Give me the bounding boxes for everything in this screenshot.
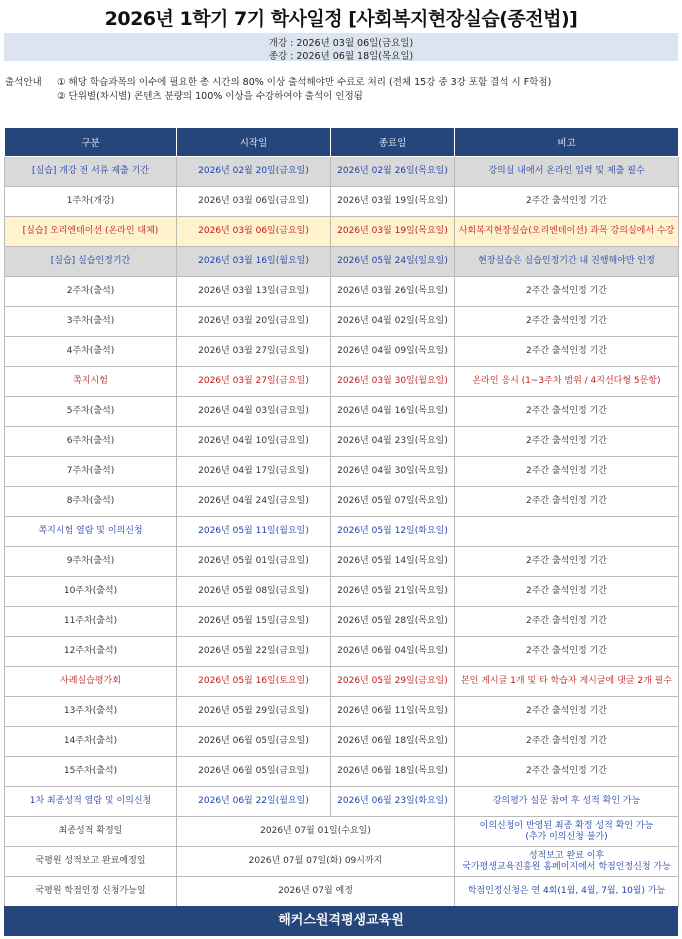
attendance-rule-2: ② 단위별(차시별) 콘텐츠 분량의 100% 이상을 수강하여야 출석이 인정됨 xyxy=(57,91,363,102)
row-end-date: 2026년 06월 18일(목요일) xyxy=(331,727,455,757)
row-start-date: 2026년 05월 22일(금요일) xyxy=(177,637,331,667)
row-note: 온라인 응시 (1~3주차 범위 / 4지선다형 5문항) xyxy=(455,367,679,397)
row-category: 1주차(개강) xyxy=(5,187,177,217)
row-note: 2주간 출석인정 기간 xyxy=(455,487,679,517)
schedule-row xyxy=(5,217,679,247)
row-note: 2주간 출석인정 기간 xyxy=(455,277,679,307)
row-category: 15주차(출석) xyxy=(5,757,177,787)
row-category: 2주차(출석) xyxy=(5,277,177,307)
schedule-row xyxy=(5,247,679,277)
row-start-date: 2026년 05월 15일(금요일) xyxy=(177,607,331,637)
row-note xyxy=(455,517,679,547)
row-note: 2주간 출석인정 기간 xyxy=(455,307,679,337)
row-category: 7주차(출석) xyxy=(5,457,177,487)
row-date-range: 2026년 07월 예정 xyxy=(177,877,455,907)
institution-footer: 해커스원격평생교육원 xyxy=(4,906,678,936)
row-end-date: 2026년 04월 09일(목요일) xyxy=(331,337,455,367)
header-category: 구분 xyxy=(5,128,177,157)
row-end-date: 2026년 06월 23일(화요일) xyxy=(331,787,455,817)
row-category: 11주차(출석) xyxy=(5,607,177,637)
row-note: 강의평가 설문 참여 후 성적 확인 가능 xyxy=(455,787,679,817)
row-category: 13주차(출석) xyxy=(5,697,177,727)
term-close-date: 종강 : 2026년 06월 18일(목요일) xyxy=(268,51,414,62)
row-category: 5주차(출석) xyxy=(5,397,177,427)
row-category: 10주차(출석) xyxy=(5,577,177,607)
schedule-row xyxy=(5,487,679,517)
row-end-date: 2026년 05월 14일(목요일) xyxy=(331,547,455,577)
row-start-date: 2026년 03월 27일(금요일) xyxy=(177,367,331,397)
attendance-rule-1: ① 해당 학습과목의 이수에 필요한 총 시간의 80% 이상 출석해야만 수료로 처리 (전체 15강 중 3강 포함 결석 시 F학점) xyxy=(57,77,552,88)
schedule-body xyxy=(5,157,679,907)
row-category: 14주차(출석) xyxy=(5,727,177,757)
schedule-row xyxy=(5,397,679,427)
row-start-date: 2026년 03월 20일(금요일) xyxy=(177,307,331,337)
schedule-row xyxy=(5,427,679,457)
row-start-date: 2026년 06월 05일(금요일) xyxy=(177,757,331,787)
row-note: 강의실 내에서 온라인 입력 및 제출 필수 xyxy=(455,157,679,187)
row-note xyxy=(455,817,679,847)
schedule-merged-row xyxy=(5,847,679,877)
row-note: 2주간 출석인정 기간 xyxy=(455,637,679,667)
term-dates-band xyxy=(4,33,678,61)
row-start-date: 2026년 05월 29일(금요일) xyxy=(177,697,331,727)
row-note: 현장실습은 실습인정기간 내 진행해야만 인정 xyxy=(455,247,679,277)
row-start-date: 2026년 02월 20일(금요일) xyxy=(177,157,331,187)
row-note: 2주간 출석인정 기간 xyxy=(455,187,679,217)
schedule-row xyxy=(5,277,679,307)
row-start-date: 2026년 03월 27일(금요일) xyxy=(177,337,331,367)
row-category: 3주차(출석) xyxy=(5,307,177,337)
row-start-date: 2026년 03월 06일(금요일) xyxy=(177,217,331,247)
row-start-date: 2026년 04월 24일(금요일) xyxy=(177,487,331,517)
schedule-row xyxy=(5,367,679,397)
row-category: 8주차(출석) xyxy=(5,487,177,517)
row-note: 2주간 출석인정 기간 xyxy=(455,547,679,577)
schedule-row xyxy=(5,457,679,487)
row-end-date: 2026년 04월 30일(목요일) xyxy=(331,457,455,487)
term-open-date: 개강 : 2026년 03월 06일(금요일) xyxy=(268,38,414,49)
row-start-date: 2026년 05월 16일(토요일) xyxy=(177,667,331,697)
schedule-row xyxy=(5,667,679,697)
row-note-line: (추가 이의신청 불가) xyxy=(525,831,608,842)
schedule-row xyxy=(5,547,679,577)
schedule-row xyxy=(5,697,679,727)
row-end-date: 2026년 02월 26일(목요일) xyxy=(331,157,455,187)
row-end-date: 2026년 05월 21일(목요일) xyxy=(331,577,455,607)
header-start-date: 시작일 xyxy=(177,128,331,157)
row-category: 쪽지시험 xyxy=(5,367,177,397)
row-start-date: 2026년 03월 13일(금요일) xyxy=(177,277,331,307)
schedule-row xyxy=(5,307,679,337)
row-start-date: 2026년 03월 16일(월요일) xyxy=(177,247,331,277)
row-category: 12주차(출석) xyxy=(5,637,177,667)
row-category: 6주차(출석) xyxy=(5,427,177,457)
schedule-row xyxy=(5,607,679,637)
row-category: 쪽지시험 열람 및 이의신청 xyxy=(5,517,177,547)
row-category: [실습] 개강 전 서류 제출 기간 xyxy=(5,157,177,187)
row-category: 4주차(출석) xyxy=(5,337,177,367)
row-category: [실습] 오리엔테이션 (온라인 대체) xyxy=(5,217,177,247)
row-end-date: 2026년 05월 12일(화요일) xyxy=(331,517,455,547)
row-end-date: 2026년 03월 19일(목요일) xyxy=(331,217,455,247)
page-title: 2026년 1학기 7기 학사일정 [사회복지현장실습(종전법)] xyxy=(104,8,578,30)
row-note: 2주간 출석인정 기간 xyxy=(455,727,679,757)
schedule-row xyxy=(5,727,679,757)
schedule-row xyxy=(5,187,679,217)
row-date-range: 2026년 07월 01일(수요일) xyxy=(177,817,455,847)
schedule-row xyxy=(5,577,679,607)
schedule-table xyxy=(4,128,679,907)
row-end-date: 2026년 05월 07일(목요일) xyxy=(331,487,455,517)
schedule-row xyxy=(5,757,679,787)
row-note: 2주간 출석인정 기간 xyxy=(455,457,679,487)
header-end-date: 종료일 xyxy=(331,128,455,157)
row-note: 2주간 출석인정 기간 xyxy=(455,607,679,637)
row-note-line: 학점인정신청은 연 4회(1월, 4월, 7월, 10월) 가능 xyxy=(467,886,666,896)
row-end-date: 2026년 06월 18일(목요일) xyxy=(331,757,455,787)
row-note: 2주간 출석인정 기간 xyxy=(455,697,679,727)
row-note xyxy=(455,877,679,907)
row-end-date: 2026년 04월 16일(목요일) xyxy=(331,397,455,427)
row-category: 9주차(출석) xyxy=(5,547,177,577)
header-note: 비고 xyxy=(455,128,679,157)
row-note-line: 국가평생교육진흥원 홈페이지에서 학점인정신청 가능 xyxy=(462,861,671,872)
row-start-date: 2026년 06월 22일(월요일) xyxy=(177,787,331,817)
row-note-line: 성적보고 완료 이후 xyxy=(528,850,605,861)
schedule-row xyxy=(5,787,679,817)
row-note: 2주간 출석인정 기간 xyxy=(455,397,679,427)
schedule-row xyxy=(5,637,679,667)
row-end-date: 2026년 06월 04일(목요일) xyxy=(331,637,455,667)
row-category: 국평원 성적보고 완료예정일 xyxy=(5,847,177,877)
row-note: 2주간 출석인정 기간 xyxy=(455,427,679,457)
row-note: 본인 게시글 1개 및 타 학습자 게시글에 댓글 2개 필수 xyxy=(455,667,679,697)
row-category: 1차 최종성적 열람 및 이의신청 xyxy=(5,787,177,817)
row-start-date: 2026년 04월 17일(금요일) xyxy=(177,457,331,487)
row-note-line: 이의신청이 반영된 최종 확정 성적 확인 가능 xyxy=(479,820,654,831)
row-note: 사회복지현장실습(오리엔테이션) 과목 강의실에서 수강 xyxy=(455,217,679,247)
row-note: 2주간 출석인정 기간 xyxy=(455,337,679,367)
row-date-range: 2026년 07월 07일(화) 09시까지 xyxy=(177,847,455,877)
row-end-date: 2026년 06월 11일(목요일) xyxy=(331,697,455,727)
row-category: 최종성적 확정일 xyxy=(5,817,177,847)
row-start-date: 2026년 04월 03일(금요일) xyxy=(177,397,331,427)
row-end-date: 2026년 03월 19일(목요일) xyxy=(331,187,455,217)
row-end-date: 2026년 03월 30일(월요일) xyxy=(331,367,455,397)
attendance-notice-label: 출석안내 xyxy=(5,77,42,88)
row-start-date: 2026년 05월 11일(월요일) xyxy=(177,517,331,547)
row-note xyxy=(455,847,679,877)
schedule-row xyxy=(5,337,679,367)
row-category: [실습] 실습인정기간 xyxy=(5,247,177,277)
row-note: 2주간 출석인정 기간 xyxy=(455,577,679,607)
row-end-date: 2026년 05월 29일(금요일) xyxy=(331,667,455,697)
row-end-date: 2026년 03월 26일(목요일) xyxy=(331,277,455,307)
schedule-row xyxy=(5,517,679,547)
row-start-date: 2026년 05월 01일(금요일) xyxy=(177,547,331,577)
schedule-merged-row xyxy=(5,877,679,907)
row-end-date: 2026년 04월 02일(목요일) xyxy=(331,307,455,337)
row-end-date: 2026년 04월 23일(목요일) xyxy=(331,427,455,457)
row-note: 2주간 출석인정 기간 xyxy=(455,757,679,787)
schedule-merged-row xyxy=(5,817,679,847)
schedule-header-row xyxy=(5,128,679,157)
row-category: 국평원 학점인정 신청가능일 xyxy=(5,877,177,907)
row-category: 사례실습평가회 xyxy=(5,667,177,697)
row-start-date: 2026년 03월 06일(금요일) xyxy=(177,187,331,217)
row-start-date: 2026년 05월 08일(금요일) xyxy=(177,577,331,607)
schedule-row xyxy=(5,157,679,187)
row-start-date: 2026년 04월 10일(금요일) xyxy=(177,427,331,457)
row-start-date: 2026년 06월 05일(금요일) xyxy=(177,727,331,757)
row-end-date: 2026년 05월 28일(목요일) xyxy=(331,607,455,637)
row-end-date: 2026년 05월 24일(일요일) xyxy=(331,247,455,277)
